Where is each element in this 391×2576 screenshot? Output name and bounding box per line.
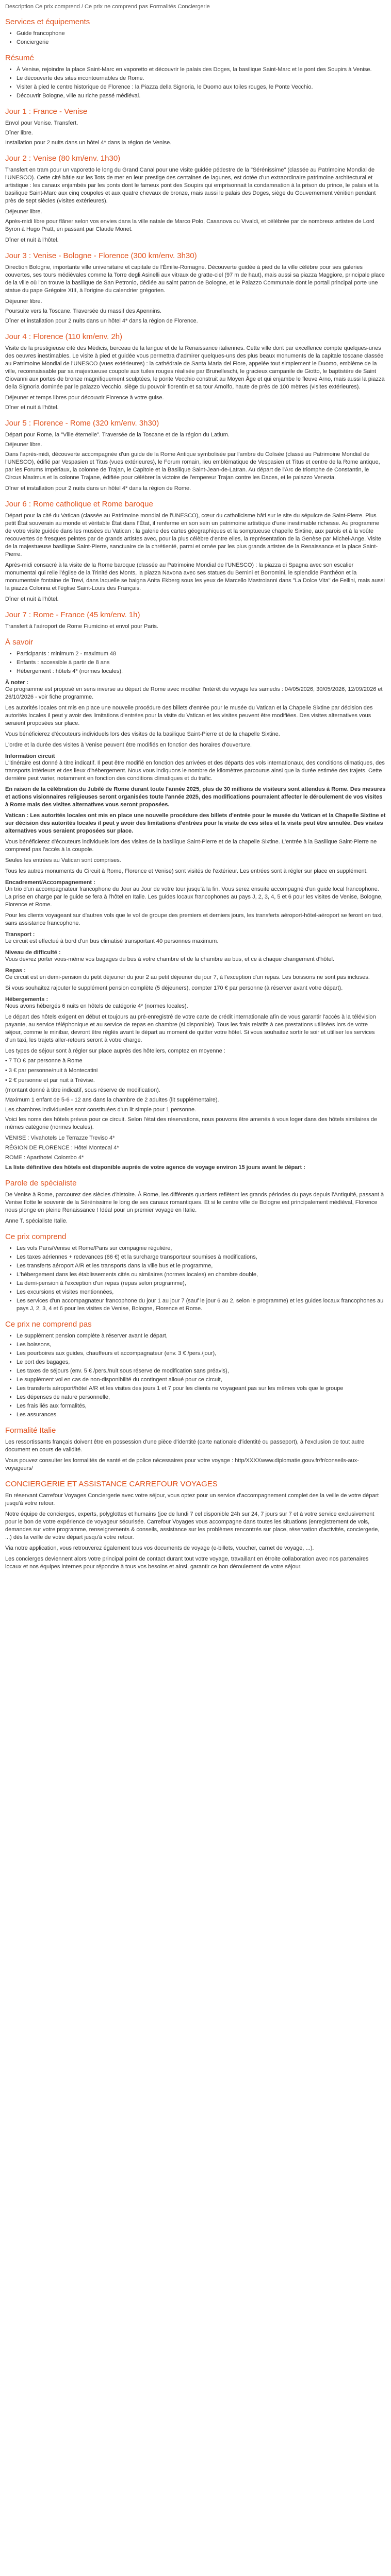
list-item: • Les excursions et visites mentionnées, xyxy=(17,1289,386,1296)
list-item: • Le supplément vol en cas de non-disponibilité du contingent alloué pour ce circuit, xyxy=(17,1376,386,1384)
hotel-name: ROME : Aparthotel Colombo 4* xyxy=(5,1155,84,1161)
hebergements-text: • 7 TO € par personne à Rome xyxy=(5,1058,83,1064)
hebergements-text: Maximum 1 enfant de 5-6 - 12 ans dans la chambre de 2 adultes (lit supplémentaire). xyxy=(5,1097,219,1103)
list-item: • Guide francophone xyxy=(17,30,386,38)
day-text: Poursuite vers la Toscane. Traversée du massif des Apennins. xyxy=(5,308,162,314)
day-text: Déjeuner libre. xyxy=(5,209,42,215)
transport-text: Le circuit est effectué à bord d'un bus climatisé transportant 40 personnes maximum. xyxy=(5,938,219,944)
parole-author: Anne T. spécialiste Italie. xyxy=(5,1218,68,1224)
services-list xyxy=(5,30,386,46)
list-item: • Les pourboires aux guides, chauffeurs et accompagnateur (env. 3 € /pers./jour), xyxy=(17,1350,386,1358)
encadrement-text: Un trio d'un accompagnateur francophone du Jour au Jour de votre tour jusqu'à la fin. Vous serez ensuite accompagné d'un guide local francophone. La prise en charge par le guide se fera à l'hôtel en Italie. Les guides locaux francophones au pays J, 2, 3, 4, 5 et 6 pour les visites de Venise, Bologne, Florence et Rome. xyxy=(5,886,383,908)
a-savoir-title: À savoir xyxy=(5,638,34,647)
ne-comprend-title: Ce prix ne comprend pas xyxy=(5,1320,92,1329)
list-item: • Visiter à pied le centre historique de Florence : la Piazza della Signoria, le Duomo aux toiles rouges, le Ponte Vecchio. xyxy=(17,83,386,91)
list-item: • À Venise, rejoindre la place Saint-Marc en vaporetto et découvrir le palais des Doges, la basilique Saint-Marc et le pont des Soupirs à Venise. xyxy=(17,66,386,74)
day-text: Après-midi consacré à la visite de la Rome baroque (classée au Patrimoine Mondial de l'UNESCO) : la piazza di Spagna avec son escalier monumental qui relie l'église de la Trinité des Monts, la piazza Navona avec ses statues du Bernini et Borromini, le splendide Panthéon et la monumentale fontaine de Trevi, dans laquelle se baigna Anita Ekberg sous les yeux de Marcello Mastroianni dans "La Dolce Vita" de Fellini, mais aussi la piazza Colonna et l'église Saint-Louis des Français. xyxy=(5,562,385,591)
info-text: L'itinéraire est donné à titre indicatif. Il peut être modifié en fonction des arrivées et des départs des vols internationaux, des conditions climatiques, des transports intérieurs et des lieux d'hébergement. Nous vous indiquons le nombre de kilomètres parcourus ainsi que la durée estimée des trajets. Cette dernière peut varier, notamment en fonction des conditions climatiques et du trafic. xyxy=(5,760,385,782)
list-item: • Hébergement : hôtels 4* (normes locales). xyxy=(17,668,386,675)
a-noter-text: L'ordre et la durée des visites à Venise peuvent être modifiés en fonction des horaires d'ouverture. xyxy=(5,742,252,748)
resume-title: Résumé xyxy=(5,54,34,62)
info-text: Seules les entrées au Vatican sont comprises. xyxy=(5,857,121,863)
day-title: Jour 6 : Rome catholique et Rome baroque xyxy=(5,500,153,509)
list-item: • La demi-pension à l'exception d'un repas (repas selon programme), xyxy=(17,1280,386,1287)
day-text: Installation pour 2 nuits dans un hôtel 4* dans la région de Venise. xyxy=(5,140,172,146)
services-title: Services et équipements xyxy=(5,18,90,26)
comprend-title: Ce prix comprend xyxy=(5,1232,67,1241)
day-title: Jour 5 : Florence - Rome (320 km/env. 3h30) xyxy=(5,419,159,428)
list-item: • Les transferts aéroport/hôtel A/R et les visites des jours 1 et 7 pour les clients ne voyageant pas sur les mêmes vols que le groupe xyxy=(17,1385,386,1393)
day-text: Déjeuner libre. xyxy=(5,442,42,448)
day-text: Direction Bologne, importante ville universitaire et capitale de l'Émilie-Romagne. Découverte guidée à pied de la ville célèbre pour ses galeries couvertes, ses tours médiévales comme la Torre degli Asinelli aux vitraux de gratte-ciel (97 m de haut), mais aussi sa piazza Maggiore, principale place de la ville où l'on trouve la basilique de San Petronio, dédiée au saint patron de Bologne, et le Palazzo Communale dont le portail principal porte une statue du pape Grégoire XIII, à l'origine du calendrier grégorien. xyxy=(5,264,385,294)
day-text: Dîner et nuit à l'hôtel. xyxy=(5,404,59,411)
day-text: Visite de la prestigieuse cité des Médicis, berceau de la langue et de la Renaissance italiennes. Cette ville dont par excellence compte quelques-unes des oeuvres inestimables. Le visite à pied et guidée vous permettra d'admirer quelques-uns des plus beaux monuments de la capitale toscane classée au Patrimoine Mondial de l'UNESCO (vues extérieures) : la cathédrale de Santa Maria del Fiore, appelée tout simplement le Duomo, emblème de la ville, reconnaissable par sa majestueuse coupole aux tuiles rouges réalisée par Brunelleschi, le gracieux campanile de Giotto, le baptistère de Saint Giovanni aux portes de bronze magnifiquement sculptées, le ponte Vecchio construit au Moyen Âge et qui enjambe le fleuve Arno, mais aussi la piazza della Signoria dominée par le palazzo Vecchio, siège du pouvoir florentin et sa tour Arnolfo, haute de près de 100 mètres (visites extérieures). xyxy=(5,345,385,390)
day-text: Dîner et nuit à l'hôtel. xyxy=(5,237,59,243)
hotel-name: RÉGION DE FLORENCE : Hôtel Montecal 4* xyxy=(5,1145,119,1151)
hebergements-text: Les chambres individuelles sont constituées d'un lit simple pour 1 personne. xyxy=(5,1107,197,1113)
hebergements-text: Le départ des hôtels exigent en début et toujours au pré-enregistré de votre carte de crédit internationale afin de vous garantir l'accès à la télévision payante, au service téléphonique et au service de repas en chambre (si disponible). Tous les frais relatifs à ces prestations utilisées lors de votre séjour, comme le minibar, devront être réglés avant le départ au moment de quitter votre hôtel. Si vous souhaitez sortir le soir et utiliser les services d'un taxi, les trajets aller-retours seront à votre charge. xyxy=(5,1014,376,1043)
list-item: • Le découverte des sites incontournables de Rome. xyxy=(17,75,386,82)
hebergements-label: Hébergements : xyxy=(5,996,48,1003)
list-item: • Découvrir Bologne, ville au riche passé médiéval. xyxy=(17,92,386,100)
list-item: • Participants : minimum 2 - maximum 48 xyxy=(17,650,386,658)
hotel-list-note: La liste définitive des hôtels est disponible auprès de votre agence de voyage environ 15 jours avant le départ : xyxy=(5,1164,305,1171)
day-text: Dîner et nuit à l'hôtel. xyxy=(5,596,59,602)
formalite-link[interactable]: Vous pouvez consulter les formalités de santé et de police nécessaires pour votre voyage : http/XXXXwww.diplomatie.gouv.fr/fr/conseils-aux-voyageurs/ xyxy=(5,1458,359,1471)
repas-text: Ce circuit est en demi-pension du petit déjeuner du jour 2 au petit déjeuner du jour 7, à l'exception d'un repas. Les boissons ne sont pas incluses. xyxy=(5,974,370,980)
list-item: • Conciergerie xyxy=(17,39,386,46)
list-item: • Le supplément pension complète à réserver avant le départ, xyxy=(17,1332,386,1340)
day-text: Départ pour la cité du Vatican (classée au Patrimoine mondial de l'UNESCO), cœur du catholicisme bâti sur le site du sépulcre de Saint-Pierre. Plus petit État souverain au monde et véritable État dans l'État, il renferme en son sein un patrimoine artistique d'une inestimable richesse. Au programme de votre visite guidée dans les musées du Vatican : la galerie des cartes géographiques et la somptueuse chapelle Sixtine, aux parois et à la voûte recouvertes de fresques peintes par de grands artistes avec, pour la plus célèbre d'entre elles, la représentation de la Genèse par Michel-Ange. Visite de la majestueuse basilique Saint-Pierre, sanctuaire de la chrétienté, parmi et ornée par les plus grands artistes de la Renaissance et la place Saint-Pierre. xyxy=(5,513,381,557)
hebergements-text: (montant donné à titre indicatif, sous réserve de modification). xyxy=(5,1087,160,1093)
conciergerie-text: Via notre application, vous retrouverez également tous vos documents de voyage (e-billets, voucher, carnet de voyage, ...). xyxy=(5,1545,314,1551)
encadrement-label: Encadrement/Accompagnement : xyxy=(5,879,95,886)
niveau-text: Vous devrez porter vous-même vos bagages du bus à votre chambre et de la chambre au bus, et ce à chaque changement d'hôtel. xyxy=(5,956,335,962)
day-text: Déjeuner libre. xyxy=(5,298,42,304)
list-item: • Les boissons, xyxy=(17,1341,386,1349)
list-item: • Les dépenses de nature personnelle, xyxy=(17,1394,386,1401)
hebergements-text: Voici les noms des hôtels prévus pour ce circuit. Selon l'état des réservations, nous pouvons être amenés à vous loger dans des hôtels similaires de mêmes catégorie (normes locales). xyxy=(5,1116,378,1130)
day-text: Déjeuner et temps libres pour découvrir Florence à votre guise. xyxy=(5,395,164,401)
day-text: Départ pour Rome, la "Ville éternelle". Traversée de la Toscane et de la région du Latium. xyxy=(5,432,230,438)
a-noter-text: Les autorités locales ont mis en place une nouvelle procédure des billets d'entrée pour le musée du Vatican et la Chapelle Sixtine par décision des autorités locales il peut y avoir des limitations d'entrées pour la visite du Vatican et les visites peuvent être modifiées. Des visites alternatives vous seraient proposées sur place. xyxy=(5,705,373,726)
info-text: Tous les autres monuments du Circuit à Rome, Florence et Venise) sont visités de l'extérieur. Les entrées sont à régler sur place en supplément. xyxy=(5,868,368,874)
day-title: Jour 1 : France - Venise xyxy=(5,107,88,116)
info-label: Information circuit xyxy=(5,753,55,759)
hebergements-text: Les types de séjour sont à régler sur place auprès des hôteliers, comptez en moyenne : xyxy=(5,1048,225,1054)
hebergements-text: • 3 € par personne/nuit à Montecatini xyxy=(5,1067,98,1074)
ne-comprend-list xyxy=(5,1332,386,1419)
day-text: Dîner et installation pour 2 nuits dans un hôtel 4* dans la région de Florence. xyxy=(5,318,198,324)
hebergements-text: • 2 € personne et par nuit à Trévise. xyxy=(5,1077,95,1083)
day-title: Jour 7 : Rome - France (45 km/env. 1h) xyxy=(5,611,140,619)
day-text: Transfert en tram pour un vaporetto le long du Grand Canal pour une visite guidée pédestre de la "Sérénissime" (classée au Patrimoine Mondial de l'UNESCO). Cette cité bâtie sur les îlots de mer en leur prestige des centaines de lagunes, est dotée d'un extraordinaire patrimoine architectural et artistique : les canaux enjambés par les ponts dont le fameux pont des Soupirs qui emprisonnait la condamnation à la prison du prince, le palais et la basilique Saint-Marc aux cinq coupoles et aux quatre chevaux de bronze, mais aussi le palais des Doges, siège du Gouvernement vénitien pendant près de sept siècles (visites extérieures). xyxy=(5,167,379,204)
list-item: • Les services d'un accompagnateur francophone du jour 1 au jour 7 (sauf le jour 6 au 2, selon le programme) et les guides locaux francophones au pays J, 2, 3, 4 et 6 pour les visites de Venise, Bologne, Florence et Rome. xyxy=(17,1297,386,1313)
list-item: • Les assurances. xyxy=(17,1411,386,1419)
day-text: Dans l'après-midi, découverte accompagnée d'un guide de la Rome Antique symbolisée par l'ambre du Colisée (classé au Patrimoine Mondial de l'UNESCO), édifié par Vespasien et Titus (vues extérieures), le Forum romain, lieu emblématique de Vespasien et Titus et centre de la Rome antique, par les Forums Impériaux, la colonne de Trajan, le Capitole et la Basilique Saint-Jean-de-Latran. Au départ de l'Arc de triomphe de Constantin, le Circus Maximus et la colonne Trajane, édifiée pour célébrer la victoire de l'empereur Trajan contre les Daces, et le palazzo Venezia. xyxy=(5,451,380,481)
formalite-title: Formalité Italie xyxy=(5,1426,56,1435)
niveau-label: Niveau de difficulté : xyxy=(5,950,61,956)
conciergerie-text: En réservant Carrefour Voyages Conciergerie avec votre séjour, vous optez pour un service d'accompagnement complet des la veille de votre départ jusqu'à votre retour. xyxy=(5,1493,379,1506)
a-noter-text: Ce programme est proposé en sens inverse au départ de Rome avec modifier l'intérêt du voyage les samedis : 04/05/2026, 30/05/2026, 12/09/2026 et 26/10/2026 - voir fiche programme. xyxy=(5,686,383,700)
list-item: • Les taxes de séjours (env. 5 € /pers./nuit sous réserve de modification sans préavis), xyxy=(17,1367,386,1375)
repas-text: Si vous souhaitez rajouter le supplément pension complète (5 déjeuners), compter 170 € par personne (à réserver avant votre départ). xyxy=(5,985,343,991)
day-text: Transfert à l'aéroport de Rome Fiumicino et envol pour Paris. xyxy=(5,623,158,630)
parole-title: Parole de spécialiste xyxy=(5,1179,77,1188)
day-text: Dîner et installation pour 2 nuits dans un hôtel 4* dans la région de Rome. xyxy=(5,485,191,492)
a-savoir-list xyxy=(5,650,386,675)
repas-label: Repas : xyxy=(5,968,26,974)
conciergerie-title: CONCIERGERIE ET ASSISTANCE CARREFOUR VOYAGES xyxy=(5,1480,218,1488)
info-text: Vous bénéficierez d'écouteurs individuels lors des visites de la basilique Saint-Pierre et de la chapelle Sixtine. L'entrée à la Basilique Saint-Pierre ne comprend pas l'accès à la coupole. xyxy=(5,839,377,853)
encadrement-text: Pour les clients voyageant sur d'autres vols que le vol de groupe des premiers et derniers jours, les transferts aéroport-hôtel-aéroport se feront en taxi, sans assistance francophone. xyxy=(5,912,383,926)
list-item: • Enfants : accessible à partir de 8 ans xyxy=(17,659,386,667)
list-item: • Les vols Paris/Venise et Rome/Paris sur compagnie régulière, xyxy=(17,1245,386,1252)
section-nav[interactable]: Description Ce prix comprend / Ce prix ne comprend pas Formalités Conciergerie xyxy=(5,4,210,10)
day-text: Envol pour Venise. Transfert. xyxy=(5,120,78,126)
a-noter-text: Vous bénéficierez d'écouteurs individuels lors des visites de la basilique Saint-Pierre et de la chapelle Sixtine. xyxy=(5,731,280,737)
comprend-list xyxy=(5,1245,386,1313)
a-noter-label: À noter : xyxy=(5,680,29,686)
day-text: Dîner libre. xyxy=(5,130,33,136)
list-item: • Les frais liés aux formalités, xyxy=(17,1402,386,1410)
day-title: Jour 4 : Florence (110 km/env. 2h) xyxy=(5,332,123,341)
list-item: • Le port des bagages, xyxy=(17,1359,386,1366)
conciergerie-text: Les concierges deviennent alors votre principal point de contact durant tout votre voyage, travaillant en étroite collaboration avec nos partenaires locaux et nos équipes internes pour répondre à tous vos besoins et ainsi, garantir ce bon déroulement de votre séjour. xyxy=(5,1556,369,1570)
conciergerie-text: Notre équipe de concierges, experts, polyglottes et humains (joe de lundi 7 cel disponible 24h sur 24, 7 jours sur 7 et à votre service exclusivement pour le bon de votre expérience de voyageur sécurisée. Carrefour Voyages vous accompagne dans toutes les situations (enregistrement de vols, demandes sur votre programme, renseignements & conseils, assistance sur les problèmes rencontrés sur place, réservation d'activités, conciergerie, ...) dès la veille de votre départ jusqu'à votre retour. xyxy=(5,1511,380,1540)
day-title: Jour 2 : Venise (80 km/env. 1h30) xyxy=(5,154,121,163)
list-item: • L'hébergement dans les établissements cités ou similaires (normes locales) en chambre double, xyxy=(17,1271,386,1279)
parole-text: De Venise à Rome, parcourez des siècles d'histoire. À Rome, les différents quartiers reflètent les grands périodes du pays depuis l'Antiquité, passant à Venise flotte le souvenir de la Sérénissime le long de ses canaux romantiques. Et si le centre ville de Bologne est principalement médiéval, Florence nous plonge en pleine Renaissance ! Idéal pour un premier voyage en Italie. xyxy=(5,1192,384,1213)
day-text: Après-midi libre pour flâner selon vos envies dans la ville natale de Marco Polo, Casanova ou Vivaldi, et célébrée par de nombreux artistes de Lord Byron à Hugo Pratt, en passant par Claude Monet. xyxy=(5,218,374,232)
hotel-name: VENISE : Vivahotels Le Terrazze Treviso 4* xyxy=(5,1135,115,1141)
list-item: • Les taxes aériennes + redevances (66 €) et la surcharge transporteur soumises à modifications, xyxy=(17,1253,386,1261)
day-title: Jour 3 : Venise - Bologne - Florence (300 km/env. 3h30) xyxy=(5,251,197,260)
resume-list xyxy=(5,66,386,100)
transport-label: Transport : xyxy=(5,931,35,938)
info-text: Vatican : Les autorités locales ont mis en place une nouvelle procédure des billets d'entrée pour le musée du Vatican et la Chapelle Sixtine et sur décision des autorités locales il peut y avoir des limitations d'entrées pour la visite de ces sites et la visite peut être annulée. Des visites alternatives vous seraient proposées sur place. xyxy=(5,812,386,834)
info-text: En raison de la célébration du Jubilé de Rome durant toute l'année 2025, plus de 30 millions de visiteurs sont attendus à Rome. Des mesures et actions visionnaires religieuses seront organisées toute l'année 2025, des modifications pourraient affecter le déroulement de vos visites à Rome mais des visites alternatives vous seront proposées. xyxy=(5,786,386,808)
formalite-text: Les ressortissants français doivent être en possession d'une pièce d'identité (carte nationale d'identité ou passeport), à l'exclusion de tout autre document en cours de validité. xyxy=(5,1439,365,1453)
list-item: • Les transferts aéroport A/R et les transports dans la ville bus et le programme, xyxy=(17,1262,386,1270)
hebergements-text: Nous avons hébergés 6 nuits en hôtels de catégorie 4* (normes locales). xyxy=(5,1003,188,1009)
